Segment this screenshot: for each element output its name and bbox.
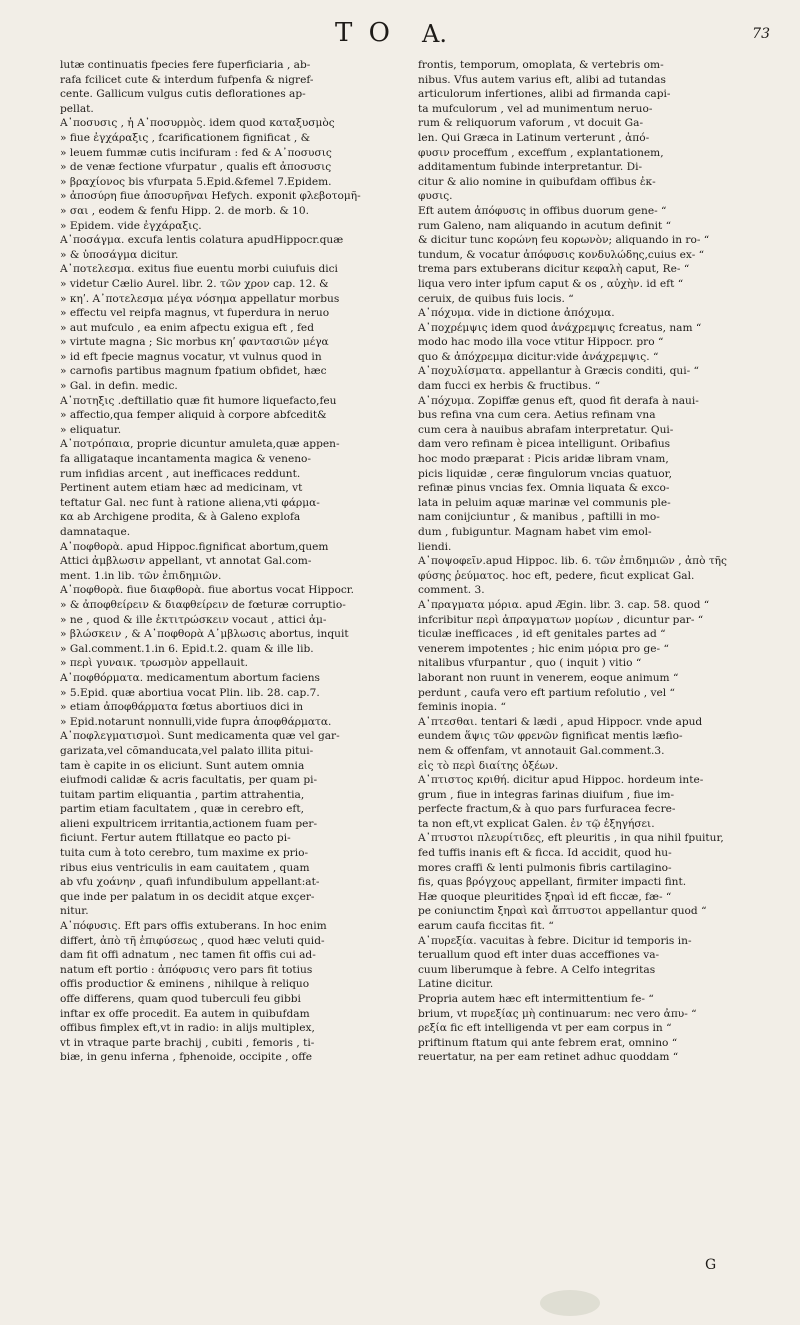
text-line: priftinum ftatum qui ante febrem erat, omnino “ — [418, 1036, 678, 1049]
text-line: » περὶ γυναικ. τρωσμὸν appellauit. — [60, 657, 249, 670]
text-line: Α᾽πόχυμα. vide in dictione ἀπόχυμα. — [418, 307, 615, 320]
text-line: feminis inopia. “ — [418, 701, 506, 714]
text-line: Α᾽ποψοφεῖν.apud Hippoc. lib. 6. τῶν ἐπιδημιῶν , ἀπὸ τῆς — [418, 555, 727, 568]
text-line: tam è capite in os eliciunt. Sunt autem omnia — [60, 759, 305, 772]
text-line: Α᾽ποσάγμα. excufa lentis colatura apudHippocr.quæ — [60, 234, 344, 247]
text-line: dam fit offi adnatum , nec tamen fit offis cui ad- — [60, 949, 316, 962]
text-line: » fiue ἐγχάραξις , fcarificationem fignificat , & — [60, 131, 310, 144]
text-line: Propria autem hæc eft intermittentium fe- “ — [418, 993, 654, 1005]
text-line: φύσης ῥεύματος. hoc eft, pedere, ficut explicat Gal. — [418, 569, 695, 582]
text-line: Α᾽ποτελεσμα. exitus fiue euentu morbi cuiufuis dici — [60, 263, 338, 276]
text-line: modo hac modo illa voce vtitur Hippocr. pro “ — [418, 336, 664, 349]
text-line: Α᾽πτεσθαι. tentari & lædi , apud Hippocr. vnde apud — [418, 715, 703, 728]
text-line: Α᾽πτυστοι πλευρίτιδες, eft pleuritis , in qua nihil fpuitur, — [418, 832, 724, 845]
text-line: » carnofis partibus magnum fpatium obfidet, hæc — [60, 365, 327, 378]
text-line: ment. 1.in lib. τῶν ἐπιδημιῶν. — [60, 569, 222, 582]
text-line: frontis, temporum, omoplata, & vertebris om- — [418, 59, 664, 71]
text-line: vt in vtraque parte brachij , cubiti , femoris , ti- — [60, 1036, 315, 1049]
text-line: additamentum fubinde interpretantur. Di- — [418, 161, 643, 174]
catchword: G — [705, 1257, 717, 1273]
text-line: liqua vero inter ipfum caput & os , αὐχὴν. id eft “ — [418, 277, 684, 290]
text-line: partim etiam facultatem , quæ in cerebro eft, — [60, 803, 304, 816]
text-line: articulorum infertiones, alibi ad firmanda capi- — [418, 88, 671, 101]
text-line: κα ab Archigene prodita, & à Galeno explofa — [60, 511, 301, 524]
text-line: » aut mufculo , ea enim afpectu exigua eft , fed — [60, 321, 314, 334]
text-line: teftatur Gal. nec funt à ratione aliena,vti φάρμα- — [60, 496, 320, 509]
text-line: trema pars extuberans dicitur κεφαλὴ caput, Re- “ — [418, 263, 690, 276]
text-line: que inde per palatum in os decidit atque exçer- — [60, 890, 315, 903]
text-line: rafa fcilicet cute & interdum fufpenfa & nigref- — [60, 73, 314, 86]
text-line: ribus eius ventriculis in eam cauitatem , quam — [60, 861, 310, 874]
text-line: comment. 3. — [418, 584, 485, 597]
text-line: pellat. — [60, 102, 94, 115]
text-line: mores craffi & lenti pulmonis fibris cartilagino- — [418, 861, 672, 874]
text-line: inftar ex offe procedit. Ea autem in quibufdam — [60, 1007, 310, 1020]
text-line: Α᾽ποφθορὰ. apud Hippoc.fignificat abortum,quem — [60, 540, 329, 553]
page-stain — [540, 1290, 600, 1316]
text-line: teruallum quod eft inter duas acceffiones va- — [418, 949, 660, 962]
text-line: Latine dicitur. — [418, 978, 494, 991]
text-line: cente. Gallicum vulgus cutis deflorationes ap- — [60, 88, 306, 101]
text-line: fa alligataque incantamenta magica & veneno- — [60, 453, 312, 466]
text-line: tuita cum à toto cerebro, tum maxime ex prio- — [60, 847, 309, 860]
text-line: refinæ pinus vncias fex. Omnia liquata & exco- — [418, 482, 670, 495]
text-line: nitur. — [60, 905, 89, 918]
text-line: rum infidias arcent , aut inefficaces reddunt. — [60, 467, 301, 480]
text-line: lata in peluim aquæ marinæ vel communis ple- — [418, 496, 671, 509]
text-line: ceruix, de quibus fuis locis. “ — [418, 292, 574, 305]
text-line: hoc modo præparat : Picis aridæ libram vnam, — [418, 453, 669, 466]
text-line: laborant non ruunt in venerem, eoque animum “ — [418, 671, 679, 684]
running-head — [0, 18, 800, 52]
text-line: bus refina vna cum cera. Aetius refinam vna — [418, 409, 656, 422]
text-line: » & ἀποφθείρειν & διαφθείρειν de fœturæ corruptio- — [60, 598, 346, 611]
text-line: » id eft fpecie magnus vocatur, vt vulnus quod in — [60, 350, 322, 363]
text-line: venerem impotentes ; hic enim μόρια pro ge- “ — [418, 642, 669, 655]
text-line: nem & offenfam, vt annotauit Gal.comment.3. — [418, 744, 665, 757]
text-line: dam vero refinam è picea intelligunt. Oribafius — [418, 438, 671, 451]
text-line: » Epid.notarunt nonnulli,vide fupra ἀποφθάρματα. — [60, 715, 332, 728]
text-line: Α᾽ποτηξις .deftillatio quæ fit humore liquefacto,feu — [60, 394, 337, 407]
text-line: Α᾽ποφθορὰ. fiue διαφθορὰ. fiue abortus vocat Hippocr. — [60, 584, 355, 597]
text-line: nitalibus vfurpantur , quo ( inquit ) vitio “ — [418, 657, 642, 670]
text-line: Α᾽ποχυλίσματα. appellantur à Græcis conditi, qui- “ — [418, 365, 699, 378]
text-line: » κηʹ. Α᾽ποτελεσμα μέγα νόσημα appellatur morbus — [60, 292, 340, 305]
left-column — [60, 58, 390, 1065]
text-line: Α᾽πόφυσις. Eft pars offis extuberans. In hoc enim — [60, 920, 327, 933]
text-line: » etiam ἀποφθάρματα fœtus abortiuos dici in — [60, 701, 304, 714]
text-line: » eliquatur. — [60, 423, 122, 436]
text-line: Α᾽πτιστος κριθή. dicitur apud Hippoc. hordeum inte- — [418, 774, 704, 787]
text-line: » Epidem. vide ἐγχάραξις. — [60, 219, 202, 232]
text-line: quo & ἀπόχρεμμα dicitur:vide ἀνάχρεμψις. “ — [418, 350, 659, 363]
text-line: εἰς τὸ περὶ διαίτης ὀξέων. — [418, 759, 559, 772]
text-line: » Gal. in defin. medic. — [60, 380, 178, 393]
text-line: » 5.Epid. quæ abortiua vocat Plin. lib. 28. cap.7. — [60, 686, 320, 699]
text-line: lutæ continuatis fpecies fere fuperficiaria , ab- — [60, 59, 311, 71]
text-line: citur & alio nomine in quibufdam offibus ἐκ- — [418, 175, 656, 188]
text-line: alieni expultricem irritantia,actionem fuam per- — [60, 817, 318, 830]
text-line: offis productior & eminens , nihilque à reliquo — [60, 978, 310, 991]
text-line: » virtute magna ; Sic morbus κηʹ φαντασιῶν μέγα — [60, 336, 329, 349]
running-head-left: T O — [335, 18, 394, 48]
text-line: » Gal.comment.1.in 6. Epid.t.2. quam & ille lib. — [60, 642, 314, 655]
text-line: cum cera à nauibus abrafam interpretatur. Qui- — [418, 423, 674, 436]
text-line: rum & reliquorum vaforum , vt docuit Ga- — [418, 117, 644, 130]
text-line: offibus fimplex eft,vt in radio: in alijs multiplex, — [60, 1022, 315, 1035]
text-line: tundum, & vocatur ἀπόφυσις κονδυλώδης,cuius ex- “ — [418, 248, 705, 261]
text-line: perdunt , caufa vero eft partium refolutio , vel “ — [418, 686, 675, 699]
text-line: φυσιν proceffum , exceffum , explantationem, — [418, 146, 664, 159]
text-line: Α᾽ποτρόπαια, proprie dicuntur amuleta,quæ appen- — [60, 438, 340, 451]
text-line: » ἀποσύρη fiue ἀποσυρῆναι Hefych. exponit φλεβοτομῆ- — [60, 190, 361, 203]
text-line: Hæ quoque pleuritides ξηραὶ id eft ficcæ, fæ- “ — [418, 890, 672, 903]
text-line: fed tuffis inanis eft & ficca. Id accidit, quod hu- — [418, 847, 672, 860]
text-line: Α᾽πυρεξία. vacuitas à febre. Dicitur id temporis in- — [418, 934, 692, 947]
text-line: ficiunt. Fertur autem ftillatque eo pacto pi- — [60, 832, 291, 845]
text-line: Α᾽πόχυμα. Zopiffæ genus eft, quod fit derafa à naui- — [418, 394, 699, 407]
text-line: » leuem fummæ cutis incifuram : fed & Α᾽ποσυσις — [60, 146, 332, 159]
text-line: ticulæ inefficaces , id eft genitales partes ad “ — [418, 628, 666, 641]
text-line: picis liquidæ , ceræ fingulorum vncias quatuor, — [418, 467, 672, 480]
text-line: perfecte fractum,& à quo pars furfuracea fecre- — [418, 803, 676, 816]
text-line: Pertinent autem etiam hæc ad medicinam, vt — [60, 482, 303, 495]
text-line: rum Galeno, nam aliquando in acutum definit “ — [418, 219, 672, 232]
text-line: brium, vt πυρεξίας μὴ continuarum: nec vero ἀπυ- “ — [418, 1007, 697, 1020]
text-line: fis, quas βρόγχους appellant, firmiter impacti fint. — [418, 876, 687, 889]
text-line: liendi. — [418, 540, 452, 553]
text-line: » βλώσκειν , & Α᾽ποφθορὰ Α᾽μβλωσις abortus, inquit — [60, 628, 349, 641]
text-line: dam fucci ex herbis & fructibus. “ — [418, 380, 600, 393]
text-line: len. Qui Græca in Latinum verterunt , ἀπό- — [418, 131, 650, 144]
text-line: » effectu vel reipfa magnus, vt fuperdura in neruo — [60, 307, 330, 320]
text-line: » βραχίονος bis vfurpata 5.Epid.&femel 7.Epidem. — [60, 175, 332, 188]
text-line: Attici ἀμβλωσιν appellant, vt annotat Gal.com- — [60, 555, 312, 568]
text-line: eundem ἅψις τῶν φρενῶν fignificat mentis læfio- — [418, 730, 683, 743]
text-line: eiufmodi calidæ & acris facultatis, per quam pi- — [60, 774, 318, 787]
text-line: tuitam partim eliquantia , partim attrahentia, — [60, 788, 305, 801]
text-line: nibus. Vfus autem varius eft, alibi ad tutandas — [418, 73, 666, 86]
text-line: grum , fiue in integras farinas diuifum , fiue im- — [418, 788, 675, 801]
text-line: offe differens, quam quod tuberculi feu gibbi — [60, 993, 301, 1005]
text-line: φυσις. — [418, 190, 453, 203]
text-line: ρεξία fic eft intelligenda vt per eam corpus in “ — [418, 1022, 672, 1035]
text-line: reuertatur, na per eam retinet adhuc quoddam “ — [418, 1051, 679, 1064]
text-line: nam conijciuntur , & manibus , paftilli in mo- — [418, 511, 660, 524]
text-line: garizata,vel cõmanducata,vel palato illita pitui- — [60, 744, 314, 757]
text-line: natum eft portio : ἀπόφυσις vero pars fit totius — [60, 963, 313, 976]
text-line: » ne , quod & ille ἐκτιτρώσκειν vocaut , attici ἀμ- — [60, 613, 327, 626]
text-line: ab vfu χοάνην , quafi infundibulum appellant:at- — [60, 876, 320, 889]
text-line: » videtur Cælio Aurel. libr. 2. τῶν χρον cap. 12. & — [60, 277, 329, 290]
text-line: Α᾽πραγματα μόρια. apud Ægin. libr. 3. cap. 58. quod “ — [418, 598, 710, 611]
text-line: Α᾽ποφθόρματα. medicamentum abortum faciens — [60, 671, 320, 684]
text-line: Α᾽ποχρέμψις idem quod ἀνάχρεμψις fcreatus, nam “ — [418, 321, 702, 334]
text-line: » affectio,qua femper aliquid à corpore abfcedit& — [60, 409, 327, 422]
text-line: damnataque. — [60, 526, 131, 538]
page-number: 73 — [752, 26, 770, 42]
right-column — [418, 58, 748, 1065]
text-line: » de venæ fectione vfurpatur , qualis eft ἀποσυσις — [60, 161, 332, 174]
text-line: differt, ἀπὸ τῆ ἐπιφύσεως , quod hæc veluti quid- — [60, 934, 325, 947]
running-head-right: A. — [422, 20, 447, 48]
text-line: biæ, in genu inferna , fphenoide, occipite , offe — [60, 1051, 312, 1064]
text-line: Α᾽ποφλεγματισμοὶ. Sunt medicamenta quæ vel gar- — [60, 730, 340, 743]
text-line: & dicitur tunc κορώνη feu κορωνὸν; aliquando in ro- “ — [418, 234, 710, 247]
text-line: Α᾽ποσυσις , ἡ Α᾽ποσυρμὸς. idem quod καταξυσμὸς — [60, 117, 335, 130]
text-line: pe coniunctim ξηραὶ καὶ ἄπτυστοι appellantur quod “ — [418, 905, 707, 918]
text-line: ta non eft,vt explicat Galen. ἐν τῷ ἐξηγήσει. — [418, 817, 655, 830]
text-line: » & ὑποσάγμα dicitur. — [60, 248, 179, 261]
text-line: infcribitur περὶ ἀπραγματων μορίων , dicuntur par- “ — [418, 613, 704, 626]
text-line: Eft autem ἀπόφυσις in offibus duorum gene- “ — [418, 204, 667, 217]
text-line: earum caufa ficcitas fit. “ — [418, 920, 554, 933]
text-line: ta mufculorum , vel ad munimentum neruo- — [418, 102, 653, 115]
text-line: dum , fubiguntur. Magnam habet vim emol- — [418, 526, 652, 538]
text-line: cuum liberumque à febre. A Celfo integritas — [418, 963, 656, 976]
text-line: » σαι , eodem & fenfu Hipp. 2. de morb. & 10. — [60, 204, 309, 217]
